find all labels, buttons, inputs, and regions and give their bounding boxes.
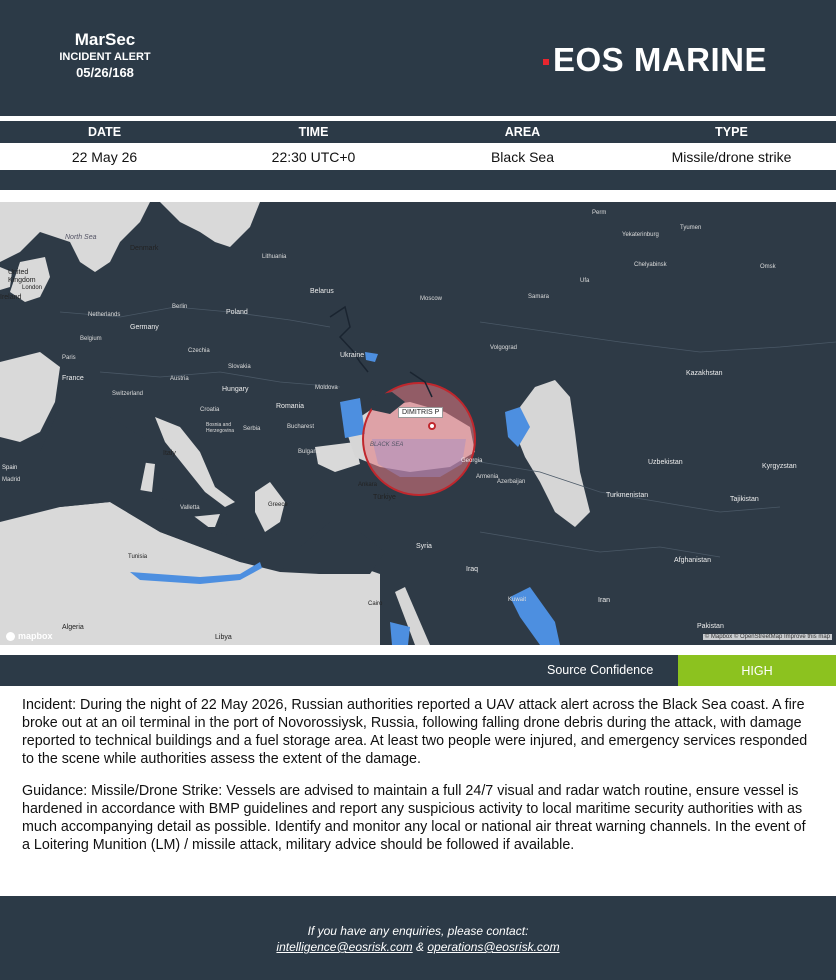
footer-emails bbox=[0, 939, 836, 955]
map-canvas bbox=[0, 202, 836, 645]
col-date-header: DATE bbox=[87, 125, 122, 139]
map-label-united-kingdom: United Kingdom bbox=[8, 269, 36, 284]
map-label-valletta: Valletta bbox=[180, 505, 200, 511]
guidance-paragraph bbox=[22, 782, 814, 854]
map-label-samara: Samara bbox=[528, 294, 550, 300]
incident-paragraph bbox=[22, 696, 814, 768]
time-value: 22:30 UTC+0 bbox=[271, 148, 356, 165]
footer-enquiries: If you have any enquiries, please contact: bbox=[307, 924, 529, 938]
col-area-header: AREA bbox=[504, 125, 541, 139]
map-label-czechia: Czechia bbox=[188, 348, 210, 354]
incident-map[interactable] bbox=[0, 202, 836, 645]
alert-body bbox=[0, 686, 836, 896]
map-label-poland: Poland bbox=[226, 309, 248, 316]
email-separator: & bbox=[412, 940, 428, 954]
mapbox-logo bbox=[6, 631, 53, 641]
alert-title-block bbox=[40, 30, 170, 81]
col-time-header: TIME bbox=[298, 125, 329, 139]
map-label-georgia: Georgia bbox=[461, 458, 483, 464]
map-label-volgograd: Volgograd bbox=[490, 345, 518, 351]
map-label-perm: Perm bbox=[592, 210, 607, 216]
vessel-pin-icon[interactable] bbox=[428, 422, 436, 430]
map-label-switzerland: Switzerland bbox=[112, 391, 144, 397]
map-label-black-sea: BLACK SEA bbox=[370, 442, 404, 448]
map-label-denmark: Denmark bbox=[130, 245, 159, 252]
map-label-azerbaijan: Azerbaijan bbox=[497, 479, 526, 485]
map-label-cairo: Cairo bbox=[368, 601, 383, 607]
alert-header bbox=[0, 0, 836, 118]
map-label-romania: Romania bbox=[276, 403, 305, 410]
map-label-lithuania: Lithuania bbox=[262, 254, 287, 260]
map-label-madrid: Madrid bbox=[2, 477, 21, 483]
map-label-france: France bbox=[62, 375, 84, 382]
map-label-moldova: Moldova bbox=[315, 385, 338, 391]
guidance-text: Missile/Drone Strike: Vessels are advised to maintain a full 24/7 visual and radar watch routine, ensure vessel is hardened in accordance with BMP guidelines and report any suspicious activity to local maritime security authorities with as much accompanying detail as possible. Identify and monitor any local or national air threat warning channels. In the event of a Loitering Munition (LM) / missile attack, military advice should be followed if available. bbox=[22, 783, 806, 853]
guidance-label: Guidance: bbox=[22, 783, 88, 799]
vessel-marker-label[interactable]: DIMITRIS P bbox=[398, 407, 443, 418]
map-label-moscow: Moscow bbox=[420, 296, 443, 302]
incident-label: Incident: bbox=[22, 697, 77, 713]
map-label-tyumen: Tyumen bbox=[680, 225, 702, 231]
map-attribution[interactable]: © Mapbox © OpenStreetMap Improve this map bbox=[704, 634, 830, 640]
map-label-tajikistan: Tajikistan bbox=[730, 496, 759, 503]
map-label-london: London bbox=[22, 285, 43, 291]
spacer bbox=[0, 170, 836, 190]
info-table-header bbox=[0, 121, 836, 143]
date-value: 22 May 26 bbox=[71, 148, 138, 165]
logo-text: EOS MARINE bbox=[553, 41, 768, 78]
map-label-north-sea: North Sea bbox=[65, 234, 97, 241]
brand-line: MarSec bbox=[74, 30, 136, 49]
type-value: Missile/drone strike bbox=[671, 148, 792, 165]
eos-marine-logo bbox=[543, 40, 767, 80]
map-label-bulgaria: Bulgaria bbox=[298, 449, 321, 455]
mapbox-text: mapbox bbox=[18, 631, 53, 641]
map-label-afghanistan: Afghanistan bbox=[674, 557, 711, 564]
map-label-belgium: Belgium bbox=[80, 336, 102, 342]
map-label-paris: Paris bbox=[62, 355, 76, 361]
map-label-kuwait: Kuwait bbox=[508, 597, 527, 603]
map-label-berlin: Berlin bbox=[172, 304, 188, 310]
map-label-ankara: Ankara bbox=[358, 482, 378, 488]
intelligence-email-link[interactable]: intelligence@eosrisk.com bbox=[276, 940, 413, 954]
contact-footer bbox=[0, 896, 836, 980]
map-label-bucharest: Bucharest bbox=[287, 424, 315, 430]
operations-email-link[interactable]: operations@eosrisk.com bbox=[427, 940, 560, 954]
map-label-bosnia: Bosnia and Herzegovina bbox=[206, 422, 235, 434]
map-label-turkiye: Türkiye bbox=[373, 494, 396, 501]
divider bbox=[0, 645, 836, 655]
map-label-algeria: Algeria bbox=[62, 624, 84, 631]
map-label-armenia: Armenia bbox=[476, 474, 499, 480]
map-label-hungary: Hungary bbox=[222, 386, 249, 393]
map-label-germany: Germany bbox=[130, 324, 159, 331]
divider bbox=[0, 190, 836, 202]
alert-id: 05/26/168 bbox=[76, 65, 134, 80]
map-label-greece: Greece bbox=[268, 502, 288, 508]
map-label-kyrgyzstan: Kyrgyzstan bbox=[762, 463, 797, 470]
map-label-spain: Spain bbox=[2, 465, 18, 471]
map-label-iraq: Iraq bbox=[466, 566, 479, 573]
map-label-italy: Italy bbox=[163, 450, 176, 457]
map-label-kazakhstan: Kazakhstan bbox=[686, 370, 723, 377]
info-table-row bbox=[0, 143, 836, 170]
map-label-turkmenistan: Turkmenistan bbox=[606, 492, 649, 499]
source-confidence-bar bbox=[0, 655, 836, 686]
area-value: Black Sea bbox=[490, 148, 555, 165]
logo-red-dot bbox=[543, 59, 549, 65]
map-label-yekaterinburg: Yekaterinburg bbox=[622, 232, 659, 238]
map-label-pakistan: Pakistan bbox=[697, 623, 724, 630]
map-label-libya: Libya bbox=[215, 634, 232, 641]
alert-subtitle: INCIDENT ALERT bbox=[59, 51, 151, 63]
map-label-serbia: Serbia bbox=[243, 426, 261, 432]
map-label-syria: Syria bbox=[416, 543, 432, 550]
map-label-ireland: Ireland bbox=[0, 294, 22, 301]
map-label-chelyabinsk: Chelyabinsk bbox=[634, 262, 667, 268]
mapbox-icon bbox=[6, 632, 15, 641]
map-label-austria: Austria bbox=[170, 376, 189, 382]
map-label-netherlands: Netherlands bbox=[88, 312, 121, 318]
incident-text: During the night of 22 May 2026, Russian authorities reported a UAV attack alert across the Black Sea coast. A fire broke out at an oil terminal in the port of Novorossiysk, Russia, following falling drone debris during the attack, with damage reported to technical buildings and a fuel storage area. At least two people were injured, and emergency services responded to the scene while authorities assess the extent of the damage. bbox=[22, 697, 808, 767]
map-label-tunisia: Tunisia bbox=[128, 554, 148, 560]
map-label-ufa: Ufa bbox=[580, 278, 590, 284]
map-label-omsk: Omsk bbox=[760, 264, 776, 270]
source-confidence-value: HIGH bbox=[678, 655, 836, 686]
map-label-uzbekistan: Uzbekistan bbox=[648, 459, 683, 466]
source-confidence-label: Source Confidence bbox=[547, 663, 654, 677]
map-label-croatia: Croatia bbox=[200, 407, 220, 413]
map-label-belarus: Belarus bbox=[310, 288, 334, 295]
col-type-header: TYPE bbox=[715, 125, 748, 139]
map-label-iran: Iran bbox=[598, 597, 611, 604]
map-label-ukraine: Ukraine bbox=[340, 352, 365, 359]
map-label-slovakia: Slovakia bbox=[228, 364, 251, 370]
